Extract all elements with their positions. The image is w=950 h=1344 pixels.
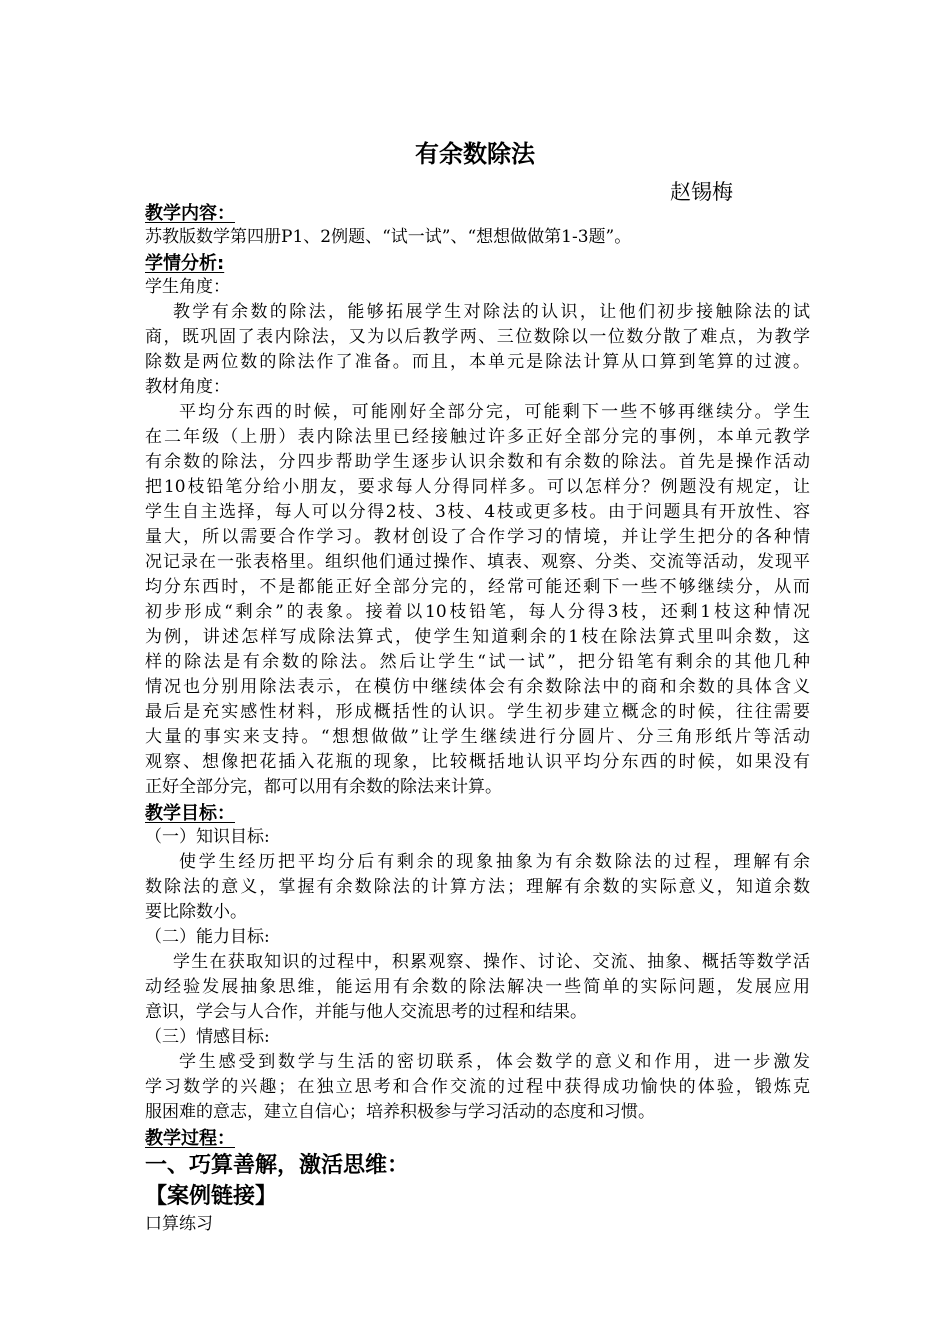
- paragraph-line: 动经验发展抽象思维，能运用有余数的除法解决一些简单的实际问题，发展应用: [145, 977, 810, 997]
- step1-heading: 一、巧算善解，激活思维：: [145, 1153, 410, 1178]
- paragraph-line: 学生在获取知识的过程中，积累观察、操作、讨论、交流、抽象、概括等数学活: [173, 952, 810, 972]
- document-title: 有余数除法: [415, 140, 535, 168]
- paragraph-line: 大量的事实来支持。“想想做做”让学生继续进行分圆片、分三角形纸片等活动: [145, 727, 810, 747]
- analysis-heading: 学情分析:: [145, 253, 225, 274]
- process-heading: 教学过程：: [145, 1128, 235, 1149]
- paragraph-line: 数除法的意义，掌握有余数除法的计算方法；理解有余数的实际意义，知道余数: [145, 877, 810, 897]
- paragraph-line: 有余数的除法，分四步帮助学生逐步认识余数和有余数的除法。首先是操作活动: [145, 452, 810, 472]
- content-heading: 教学内容：: [145, 203, 235, 224]
- ability-goal-label: （二）能力目标:: [145, 927, 270, 947]
- paragraph-line: 把10枝铅笔分给小朋友，要求每人分得同样多。可以怎样分？例题没有规定，让: [145, 477, 810, 497]
- paragraph-line: 学生自主选择，每人可以分得2枝、3枝、4枝或更多枝。由于问题具有开放性、容: [145, 502, 810, 522]
- paragraph-line: 商，既巩固了表内除法，又为以后教学两、三位数除以一位数分散了难点，为教学: [145, 327, 810, 347]
- paragraph-line: 最后是充实感性材料，形成概括性的认识。学生初步建立概念的时候，往往需要: [145, 702, 810, 722]
- content-text: 苏教版数学第四册P1、2例题、“试一试”、“想想做做第1-3题”。: [145, 227, 632, 247]
- paragraph-line: 服困难的意志，建立自信心；培养积极参与学习活动的态度和习惯。: [145, 1102, 655, 1122]
- emotion-goal-label: （三）情感目标:: [145, 1027, 270, 1047]
- paragraph-line: 量大，所以需要合作学习。教材创设了合作学习的情境，并让学生把分的各种情: [145, 527, 810, 547]
- paragraph-line: 教学有余数的除法，能够拓展学生对除法的认识，让他们初步接触除法的试: [173, 302, 810, 322]
- paragraph-line: 况记录在一张表格里。组织他们通过操作、填表、观察、分类、交流等活动，发现平: [145, 552, 810, 572]
- paragraph-line: 为例，讲述怎样写成除法算式，使学生知道剩余的1枝在除法算式里叫余数，这: [145, 627, 810, 647]
- document-body: [145, 200, 810, 1237]
- paragraph-line: 意识，学会与人合作，并能与他人交流思考的过程和结果。: [145, 1002, 587, 1022]
- knowledge-goal-label: （一）知识目标:: [145, 827, 270, 847]
- paragraph-line: 在二年级（上册）表内除法里已经接触过许多正好全部分完的事例，本单元教学: [145, 427, 810, 447]
- paragraph-line: 正好全部分完，都可以用有余数的除法来计算。: [145, 777, 502, 797]
- paragraph-line: 要比除数小。: [145, 902, 247, 922]
- paragraph-line: 平均分东西的时候，可能刚好全部分完，可能剩下一些不够再继续分。学生: [179, 402, 810, 422]
- paragraph-line: 使学生经历把平均分后有剩余的现象抽象为有余数除法的过程，理解有余: [179, 852, 810, 872]
- textbook-angle-label: 教材角度：: [145, 377, 230, 397]
- paragraph-line: 情况也分别用除法表示，在模仿中继续体会有余数除法中的商和余数的具体含义: [145, 677, 810, 697]
- paragraph-line: 初步形成“剩余”的表象。接着以10枝铅笔，每人分得3枝，还剩1枝这种情况: [145, 602, 810, 622]
- paragraph-line: 均分东西时，不是都能正好全部分完的，经常可能还剩下一些不够继续分，从而: [145, 577, 810, 597]
- goals-heading: 教学目标：: [145, 803, 235, 824]
- paragraph-line: 观察、想像把花插入花瓶的现象，比较概括地认识平均分东西的时候，如果没有: [145, 752, 810, 772]
- case-link-heading: 【案例链接】: [145, 1184, 278, 1209]
- paragraph-line: 学生感受到数学与生活的密切联系，体会数学的意义和作用，进一步激发: [179, 1052, 810, 1072]
- student-angle-label: 学生角度：: [145, 277, 230, 297]
- paragraph-line: 学习数学的兴趣；在独立思考和合作交流的过程中获得成功愉快的体验，锻炼克: [145, 1077, 810, 1097]
- paragraph-line: 除数是两位数的除法作了准备。而且，本单元是除法计算从口算到笔算的过渡。: [145, 352, 810, 372]
- mental-math-label: 口算练习: [145, 1214, 213, 1234]
- paragraph-line: 样的除法是有余数的除法。然后让学生“试一试”，把分铅笔有剩余的其他几种: [145, 652, 810, 672]
- author-name: 赵锡梅: [670, 180, 733, 204]
